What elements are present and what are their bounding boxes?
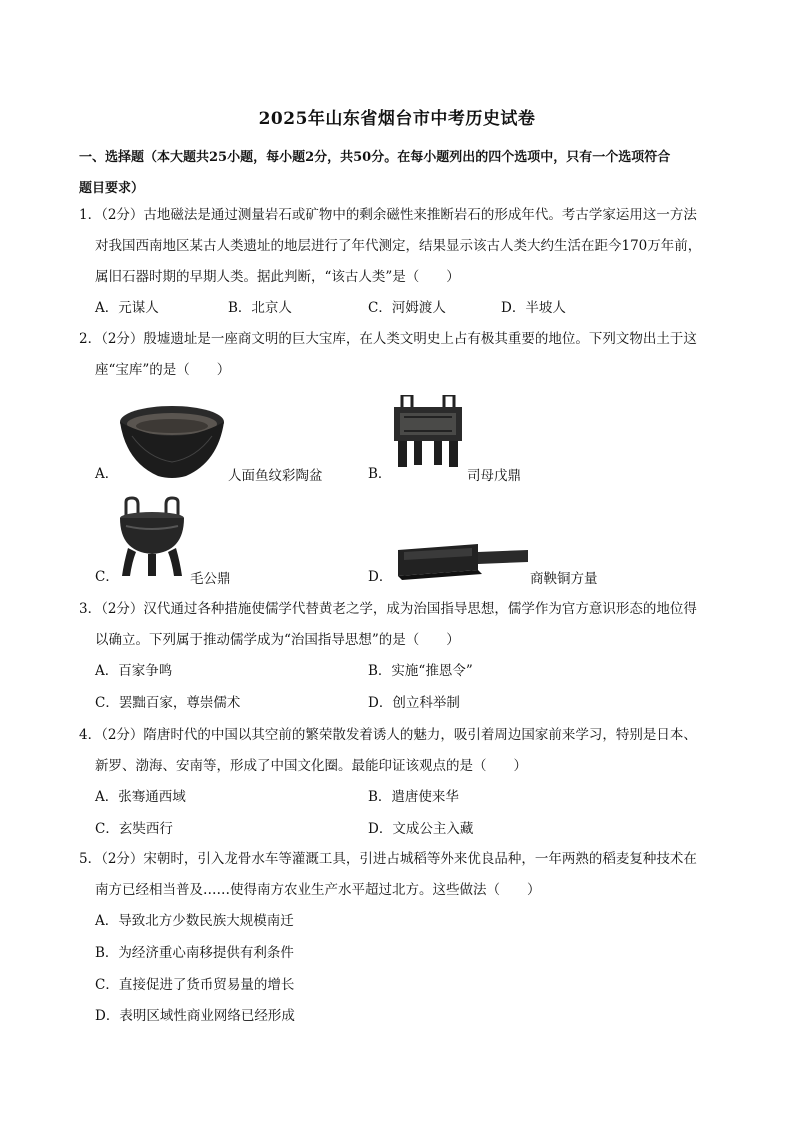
question-2-option-a-letter: A． — [95, 466, 119, 482]
question-1-option-a: A．元谋人 — [95, 300, 159, 316]
question-3-option-b: B．实施“推恩令” — [368, 663, 473, 679]
section-heading — [79, 142, 725, 204]
question-3-option-d: D．创立科举制 — [368, 695, 460, 711]
question-5-option-a: A．导致北方少数民族大规模南迁 — [95, 913, 294, 929]
question-4-option-a: A．张骞通西域 — [95, 789, 186, 805]
question-4-line-1: 4．（2分）隋唐时代的中国以其空前的繁荣散发着诱人的魅力，吸引着周边国家前来学习，特别是日本、 — [79, 727, 697, 743]
question-2-line-1: 2．（2分）殷墟遗址是一座商文明的巨大宝库，在人类文明史上占有极其重要的地位。下列文物出土于这 — [79, 331, 697, 347]
question-5-option-c: C．直接促进了货币贸易量的增长 — [95, 977, 295, 993]
question-1-option-d: D．半坡人 — [501, 300, 566, 316]
question-5-line-2: 南方已经相当普及……使得南方农业生产水平超过北方。这些做法（ ） — [95, 882, 541, 898]
question-3-line-2: 以确立。下列属于推动儒学成为“治国指导思想”的是（ ） — [95, 632, 460, 648]
shang-yang-bronze-measure-image — [394, 540, 530, 580]
question-3-option-c: C．罢黜百家，尊崇儒术 — [95, 695, 241, 711]
question-4-option-b: B．遣唐使来华 — [368, 789, 459, 805]
question-1-line-1: 1．（2分）古地磁法是通过测量岩石或矿物中的剩余磁性来推断岩石的形成年代。考古学家运用这一方法 — [79, 207, 697, 223]
question-2-option-d-letter: D． — [368, 569, 393, 585]
maogong-ding-image — [116, 496, 188, 578]
question-5-option-b: B．为经济重心南移提供有利条件 — [95, 945, 294, 961]
question-4-option-c: C．玄奘西行 — [95, 821, 173, 837]
section-heading-line-2: 题目要求） — [79, 181, 145, 196]
question-2-option-d-caption: 商鞅铜方量 — [530, 571, 598, 587]
exam-title: 2025年山东省烟台市中考历史试卷 — [258, 109, 536, 129]
painted-pottery-basin-image — [118, 404, 226, 480]
question-3-line-1: 3．（2分）汉代通过各种措施使儒学代替黄老之学，成为治国指导思想，儒学作为官方意识形态的地位得 — [79, 601, 697, 617]
question-2-line-2: 座“宝库”的是（ ） — [95, 362, 231, 378]
question-2-option-b-letter: B． — [368, 466, 392, 482]
question-5-option-d: D．表明区域性商业网络已经形成 — [95, 1008, 295, 1024]
question-5-line-1: 5．（2分）宋朝时，引入龙骨水车等灌溉工具，引进占城稻等外来优良品种，一年两熟的稻麦复种技术在 — [79, 851, 697, 867]
question-2-option-c-letter: C． — [95, 569, 119, 585]
question-2-option-b-caption: 司母戊鼎 — [467, 468, 521, 484]
simuwu-ding-image — [392, 395, 464, 469]
section-heading-line-1: 一、选择题（本大题共25小题，每小题2分，共50分。在每小题列出的四个选项中，只有一个选项符合 — [79, 150, 671, 165]
question-3-option-a: A．百家争鸣 — [95, 663, 173, 679]
question-2-option-c-caption: 毛公鼎 — [190, 571, 231, 587]
question-1-line-2: 对我国西南地区某古人类遗址的地层进行了年代测定，结果显示该古人类大约生活在距今170万年前， — [95, 238, 702, 254]
question-1-option-c: C．河姆渡人 — [368, 300, 446, 316]
question-1-option-b: B．北京人 — [228, 300, 292, 316]
question-4-line-2: 新罗、渤海、安南等，形成了中国文化圈。最能印证该观点的是（ ） — [95, 758, 527, 774]
question-1-line-3: 属旧石器时期的早期人类。据此判断，“该古人类”是（ ） — [95, 269, 460, 285]
question-2-option-a-caption: 人面鱼纹彩陶盆 — [228, 468, 323, 484]
question-4-option-d: D．文成公主入藏 — [368, 821, 474, 837]
